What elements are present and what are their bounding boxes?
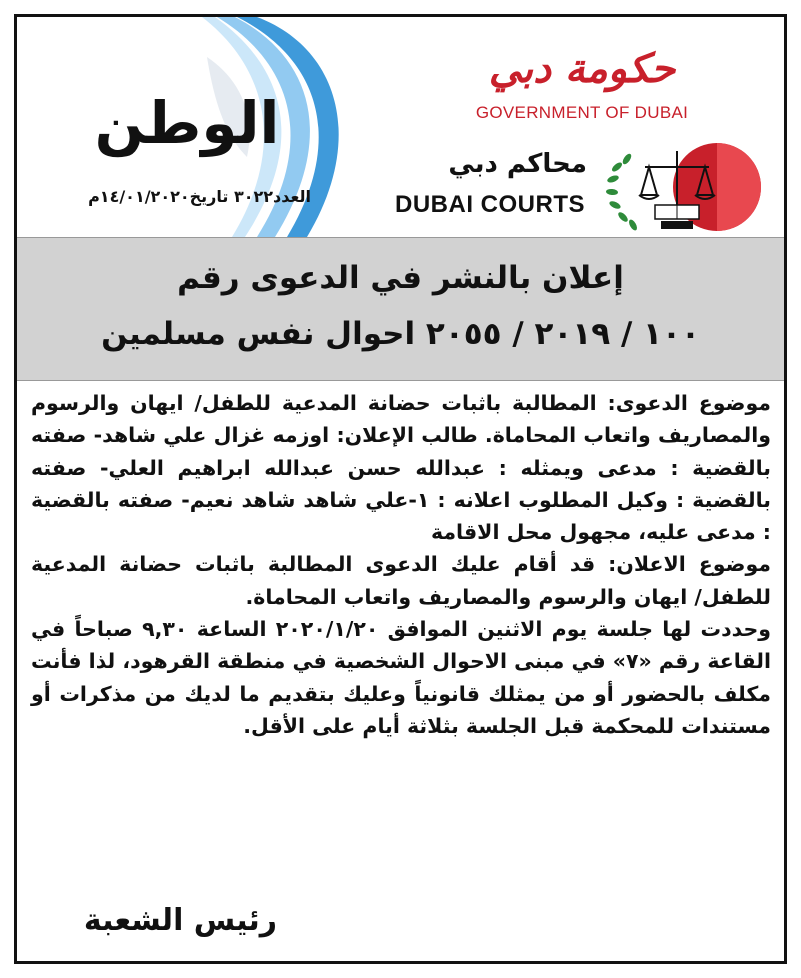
dubai-courts-logo-en: DUBAI COURTS [395,191,585,218]
government-of-dubai-logo-en: GOVERNMENT OF DUBAI [475,103,689,122]
notice-title-line-1: إعلان بالنشر في الدعوى رقم [177,260,624,296]
issue-date-line: العدد٣٠٢٢ تاريخ١٤/٠١/٢٠٢٠م [88,187,311,206]
alwatan-logo: الوطن [94,89,280,157]
notice-frame [14,14,787,964]
dubai-courts-emblem-icon [597,137,777,237]
government-of-dubai-logo-ar: حكومة دبي [488,45,676,92]
notice-title-line-2: ١٠٠ / ٢٠١٩ / ٢٠٥٥ احوال نفس مسلمين [101,316,700,352]
notice-title-band [17,237,784,381]
case-subject-paragraph: موضوع الدعوى: المطالبة باثبات حضانة المدعية للطفل/ ايهان والرسوم والمصاريف واتعاب المحاماة. طالب الإعلان: اوزمه غزال علي شاهد- صفته بالقضية : مدعى ويمثله : عبدالله حسن عبدالله ابراهيم العلي- صفته بالقضية : وكيل المطلوب اعلانه : ١-علي شاهد شاهد نعيم- صفته بالقضية : مدعى عليه، مجهول محل الاقامة [31,391,771,545]
dubai-courts-logo-ar: محاكم دبي [448,149,587,179]
notice-body [31,387,771,742]
header [17,17,784,237]
notice-subject-paragraph: موضوع الاعلان: قد أقام عليك الدعوى المطالبة باثبات حضانة المدعية للطفل/ ايهان والرسوم والمصاريف واتعاب المحاماة. [31,552,771,609]
signature-section-head: رئيس الشعبة [83,903,277,938]
hearing-details-paragraph: وحددت لها جلسة يوم الاثنين الموافق ٢٠٢٠/١/٢٠ الساعة ٩,٣٠ صباحاً في القاعة رقم «٧» في مبنى الاحوال الشخصية في منطقة القرهود، لذا فأنت مكلف بالحضور أو من يمثلك قانونياً وعليك بتقديم ما لديك من مذكرات أو مستندات للمحكمة قبل الجلسة بثلاثة أيام على الأقل. [31,617,771,738]
